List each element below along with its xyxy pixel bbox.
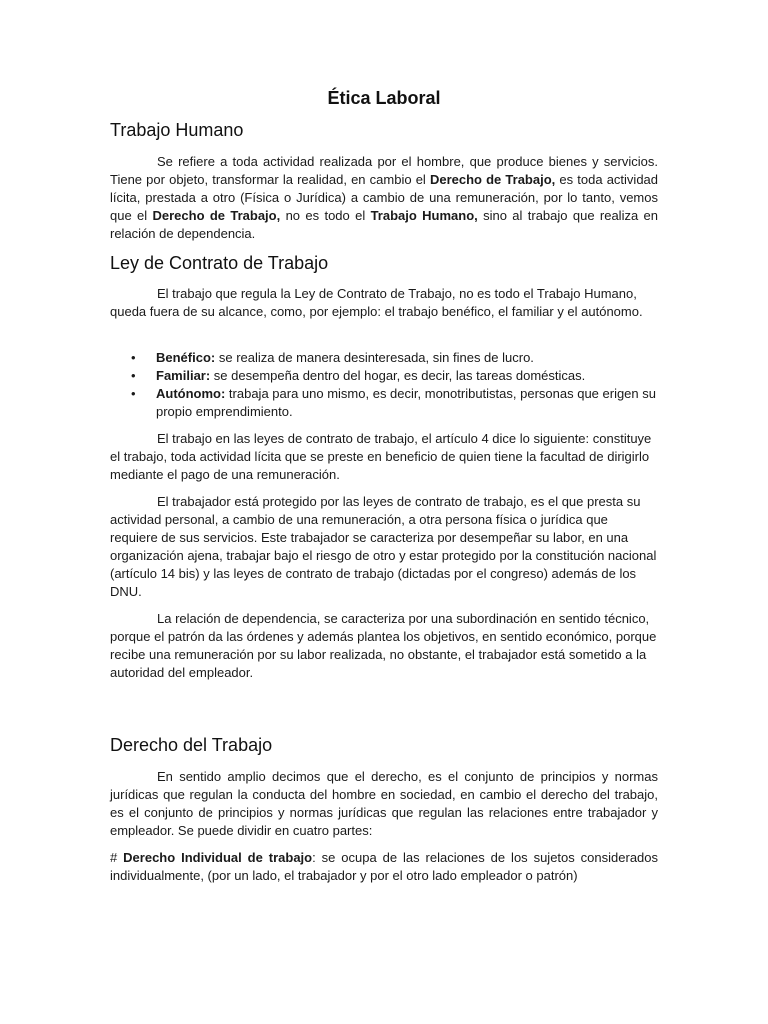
bullet-dot-icon: • [131,368,136,383]
bullet-term: Benéfico: [156,350,216,365]
paragraph-derecho-intro: En sentido amplio decimos que el derecho, es el conjunto de principios y normas jurídicas que regulan la conducta del hombre en sociedad, en cambio el derecho del trabajo, es el conjunto de principios y normas jurídicas que regulan las relaciones entre trabajador y empleador. Se puede dividir en cuatro partes: [110,769,658,838]
paragraph-trabajador-protegido: El trabajador está protegido por las leyes de contrato de trabajo, es el que presta su actividad personal, a cambio de una remuneración, a otra persona física o jurídica que requiere de sus servicios. Este trabajador se caracteriza por desempeñar su labor, en una organización ajena, trabajar bajo el riesgo de otro y estar protegido por la constitución nacional (artículo 14 bis) y las leyes de contrato de trabajo (dictadas por el congreso) además de los DNU. [110,494,657,599]
paragraph-trabajo-humano [110,153,658,243]
text-run: Se refiere a toda actividad realizada por el hombre, que produce bienes y servicios. Tiene por objeto, transformar la realidad, en cambio el [110,154,658,187]
text-run: : se ocupa de las relaciones de los sujetos considerados individualmente, (por un lado, el trabajador y por el otro lado empleador o patrón) [110,850,659,883]
heading-ley-contrato: Ley de Contrato de Trabajo [110,253,329,273]
bullet-text: trabaja para uno mismo, es decir, monotributistas, personas que erigen su propio emprendimiento. [156,386,656,419]
heading-trabajo-humano: Trabajo Humano [110,120,244,140]
bullet-term: Familiar: [156,368,211,383]
heading-derecho-trabajo: Derecho del Trabajo [110,735,273,755]
text-run: no es todo el [280,208,371,223]
text-run: es toda actividad lícita, prestada a otro (Física o Jurídica) a cambio de una remuneración, por lo tanto, vemos que el [110,172,659,223]
list-item [110,349,658,367]
paragraph-ley-intro: El trabajo que regula la Ley de Contrato de Trabajo, no es todo el Trabajo Humano, queda fuera de su alcance, como, por ejemplo: el trabajo benéfico, el familiar y el autónomo. [110,286,643,319]
bullet-term: Autónomo: [156,386,226,401]
document-title: Ética Laboral [327,88,441,108]
bullet-dot-icon: • [131,386,136,401]
bold-text-run: Trabajo Humano, [370,208,478,223]
bullet-list [110,349,658,421]
bold-text-run: Derecho de Trabajo, [429,172,556,187]
bold-text-run: Derecho de Trabajo, [152,208,281,223]
hash-marker: # [110,850,124,865]
list-item [110,385,658,421]
text-run: sino al trabajo que realiza en relación de dependencia. [110,208,658,241]
paragraph-articulo-4: El trabajo en las leyes de contrato de trabajo, el artículo 4 dice lo siguiente: constituye el trabajo, toda actividad lícita que se preste en beneficio de quien tiene la facultad de dirigirlo mediante el pago de una remuneración. [110,431,652,482]
bullet-text: se realiza de manera desinteresada, sin fines de lucro. [215,350,534,365]
bullet-text: se desempeña dentro del hogar, es decir, las tareas domésticas. [210,368,586,383]
bold-text-run: Derecho Individual de trabajo [123,850,313,865]
paragraph-relacion-dependencia: La relación de dependencia, se caracteriza por una subordinación en sentido técnico, porque el patrón da las órdenes y además plantea los objetivos, en sentido económico, porque recibe una remuneración por su labor realizada, no obstante, el trabajador está sometido a la autoridad del empleador. [110,611,657,680]
bullet-dot-icon: • [131,350,136,365]
list-item [110,367,658,385]
paragraph-derecho-individual [110,849,658,885]
